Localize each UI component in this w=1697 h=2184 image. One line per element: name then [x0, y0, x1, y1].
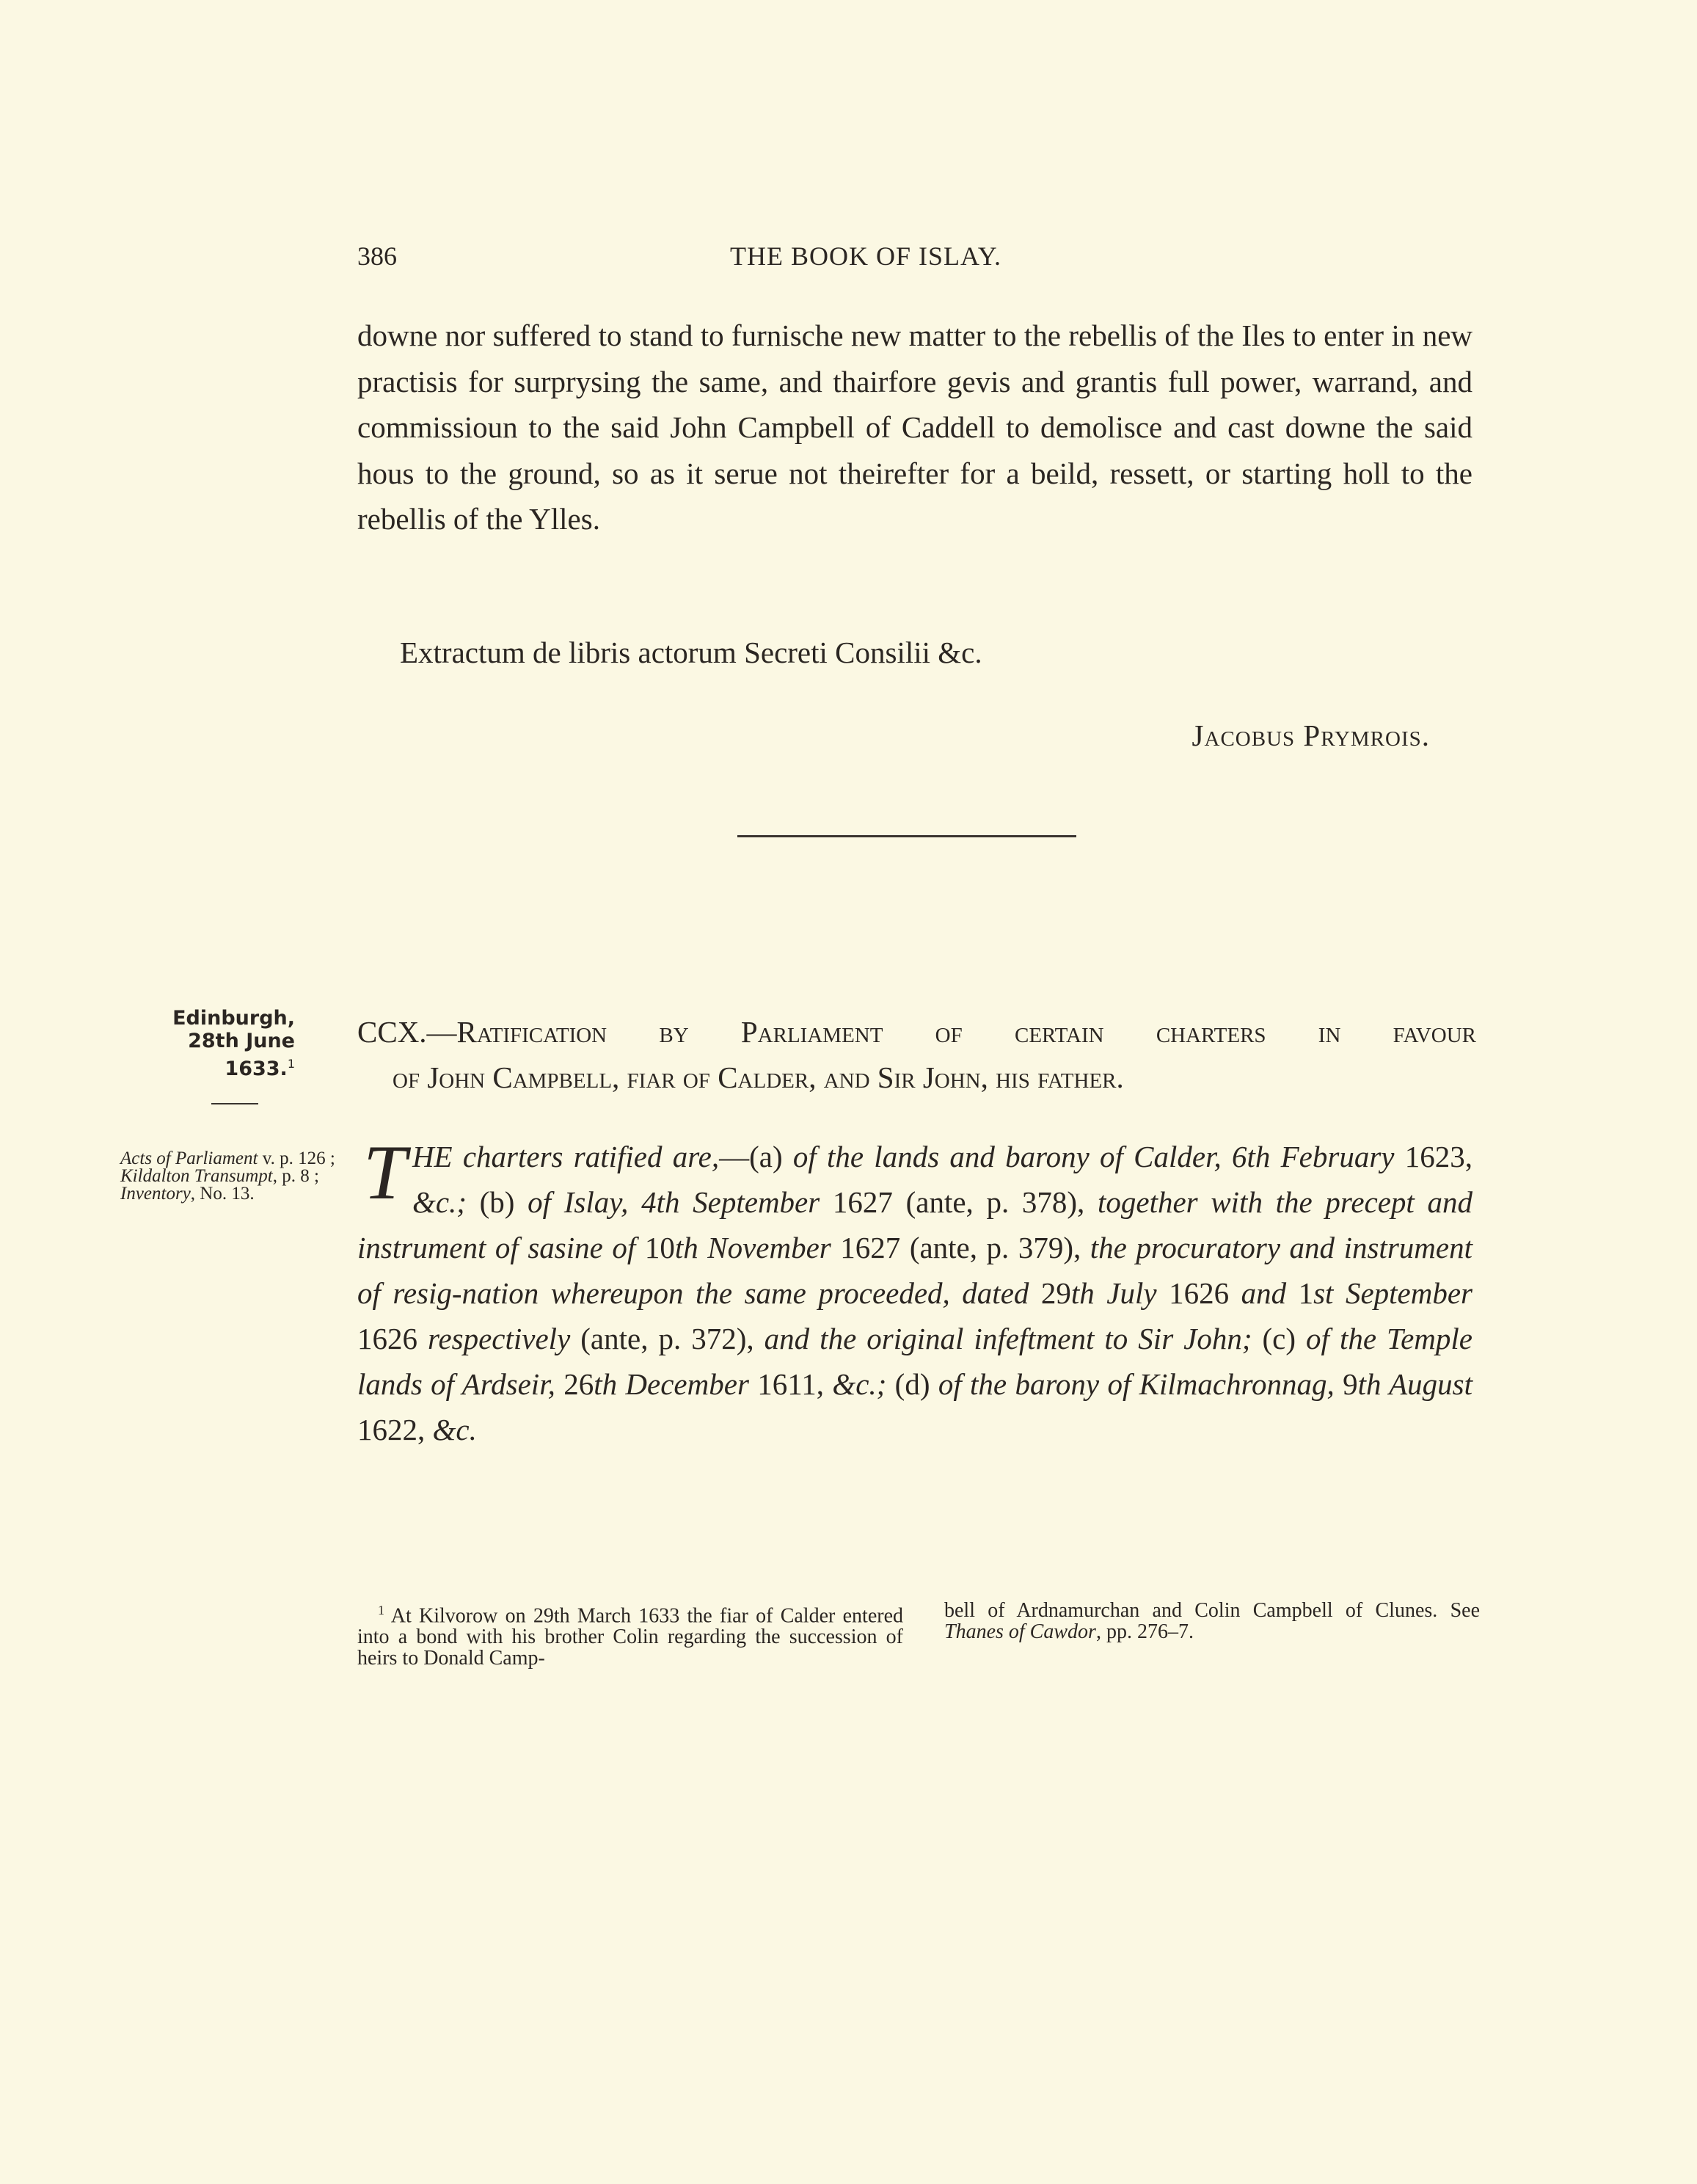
section-heading-line-1: CCX.—Ratification by Parliament of certain charters in favour	[357, 1015, 1476, 1049]
summary-run: (c)	[1252, 1322, 1307, 1355]
section-divider	[737, 835, 1076, 837]
section-heading	[357, 1009, 1476, 1100]
margin-source-note	[120, 1150, 348, 1203]
footnote-book-title: Thanes of Cawdor	[944, 1620, 1096, 1643]
extract-line: Extractum de libris actorum Secreti Consilii &c.	[400, 636, 982, 669]
summary-run: 26	[563, 1367, 594, 1401]
section-heading-line-2: of John Campbell, fiar of Calder, and Sir John, his father.	[393, 1060, 1124, 1094]
summary-run: of the Temple lands of Ardseir,	[357, 1322, 1472, 1401]
section-summary	[357, 1129, 1473, 1452]
footnote-text: bell of Ardnamurchan and Colin Campbell of Clunes. See	[944, 1599, 1480, 1622]
body-paragraph: downe nor suffered to stand to furnische new matter to the rebellis of the Iles to enter in new practisis for surprysing the same, and thairfore gevis and grantis full power, warrand, and commissioun to the said John Campbell of Caddell to demolisce and cast downe the said hous to the ground, so as it serue not theirefter for a beild, ressett, or starting holl to the rebellis of the Ylles.	[357, 318, 1472, 536]
running-head	[357, 241, 1091, 279]
summary-run: th August	[1357, 1367, 1473, 1401]
footnote-left-column	[357, 1600, 903, 1669]
margin-date-day: 28th June	[188, 1030, 295, 1052]
running-title: THE BOOK OF ISLAY.	[730, 241, 1002, 271]
page-number: 386	[357, 241, 397, 271]
footnote-mark: 1	[378, 1603, 384, 1617]
summary-run: &c.;	[412, 1185, 467, 1219]
summary-run: and	[1241, 1276, 1299, 1310]
summary-run: 1626	[1169, 1276, 1241, 1310]
summary-run: 1611,	[757, 1367, 833, 1401]
margin-date-rule	[211, 1103, 258, 1104]
summary-run: 1623,	[1404, 1140, 1472, 1173]
summary-run: th November	[674, 1231, 841, 1264]
drop-cap: T	[363, 1129, 406, 1215]
summary-run: th December	[594, 1367, 758, 1401]
summary-run: &c.	[432, 1413, 477, 1446]
summary-run: 9	[1343, 1367, 1358, 1401]
summary-run: (ante, p. 372),	[580, 1322, 764, 1355]
signature: Jacobus Prymrois.	[1191, 718, 1430, 752]
summary-run: HE charters ratified are,	[412, 1140, 720, 1173]
summary-run: &c.;	[832, 1367, 887, 1401]
margin-source-part: , p. 8 ;	[272, 1166, 319, 1186]
margin-date-year: 1633.	[225, 1058, 288, 1080]
summary-run: 1627 (ante, p. 379),	[840, 1231, 1090, 1264]
summary-run: the procuratory and instrument of resig-nation whereupon the same proceeded, dated	[357, 1231, 1472, 1310]
summary-run: respectively	[428, 1322, 581, 1355]
summary-run: of the lands and barony of Calder, 6th February	[792, 1140, 1405, 1173]
summary-run: together with the precept and instrument of sasine of	[357, 1185, 1473, 1264]
summary-run: 1626	[357, 1322, 428, 1355]
margin-source-part: Acts of Parliament	[120, 1149, 258, 1168]
margin-source-part: Inventory	[120, 1184, 191, 1204]
summary-run: and the original infeftment to Sir John;	[764, 1322, 1252, 1355]
summary-run: of Islay, 4th September	[528, 1185, 833, 1219]
summary-run: th July	[1070, 1276, 1169, 1310]
margin-source-part: v. p. 126 ;	[258, 1149, 335, 1168]
summary-run: 1	[1298, 1276, 1314, 1310]
summary-run: 29	[1040, 1276, 1071, 1310]
footnote-text: , pp. 276–7.	[1095, 1620, 1194, 1643]
margin-date-year-line	[125, 1052, 295, 1080]
summary-run: 1622,	[357, 1413, 433, 1446]
summary-run: of the barony of Kilmachronnag,	[938, 1367, 1343, 1401]
summary-run: 1627 (ante, p. 378),	[832, 1185, 1098, 1219]
margin-date-note	[125, 1007, 295, 1080]
summary-run: (b)	[466, 1185, 528, 1219]
summary-run: st September	[1313, 1276, 1472, 1310]
margin-source-part: , No. 13.	[190, 1184, 255, 1204]
summary-run: 10	[644, 1231, 675, 1264]
margin-date-footnote-mark: 1	[287, 1057, 295, 1071]
summary-run: (d)	[886, 1367, 938, 1401]
margin-source-part: Kildalton Transumpt	[120, 1166, 273, 1186]
footnote-text: At Kilvorow on 29th March 1633 the fiar of Calder entered into a bond with his brother Colin regarding the succession of heirs to Donald Camp-	[357, 1604, 903, 1670]
margin-date-place: Edinburgh,	[172, 1007, 295, 1030]
summary-run: —(a)	[719, 1140, 793, 1173]
footnote-right-column	[944, 1600, 1480, 1642]
